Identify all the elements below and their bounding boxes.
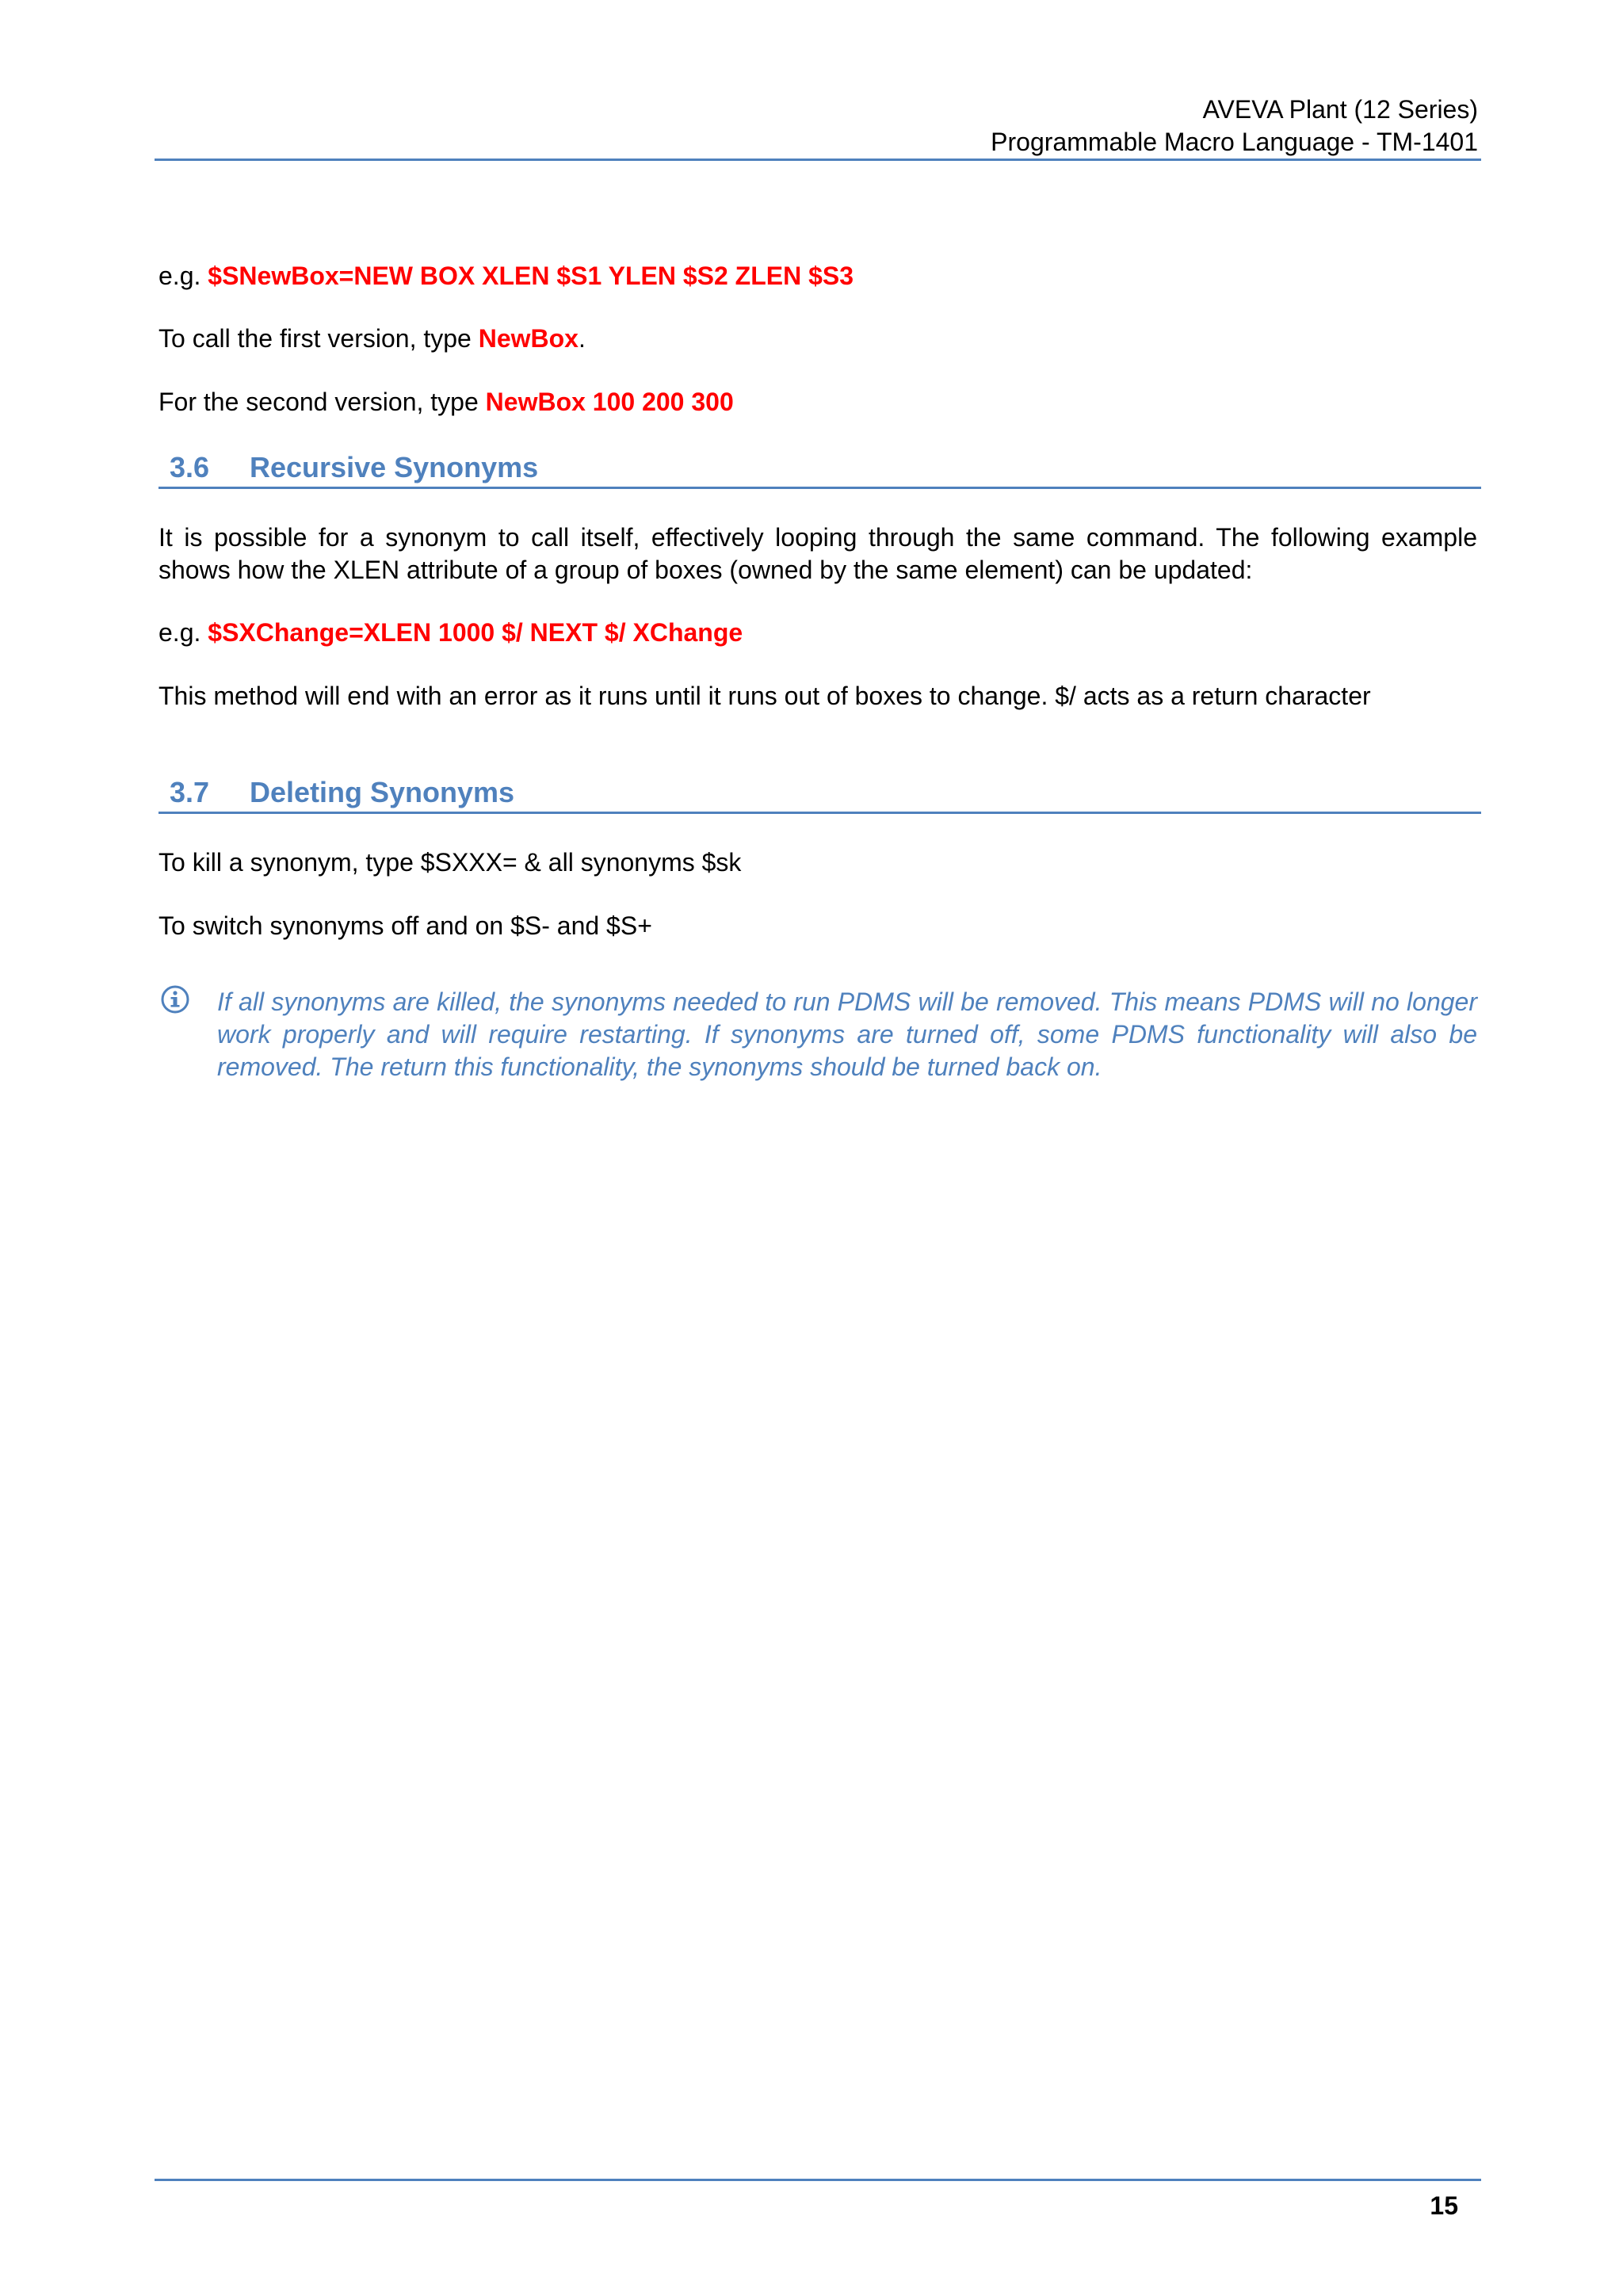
recursive-error-note: This method will end with an error as it runs until it runs out of boxes to change. $/ acts as a return character <box>158 682 1371 710</box>
section-rule-3-7 <box>158 812 1481 814</box>
section-heading-3-7 <box>170 775 1481 810</box>
section-title: Deleting Synonyms <box>250 776 515 808</box>
header-rule <box>155 159 1481 161</box>
call-first-version: To call the first version, type NewBox. <box>158 324 586 353</box>
page-number: 15 <box>1430 2191 1458 2220</box>
recursive-description: It is possible for a synonym to call itself, effectively looping through the same command. The following example shows how the XLEN attribute of a group of boxes (owned by the same element) can be updated: <box>158 523 1477 584</box>
header-product: AVEVA Plant (12 Series) <box>1202 95 1478 124</box>
info-icon <box>161 985 189 1014</box>
section-number: 3.7 <box>170 776 210 808</box>
code-newbox-args: NewBox 100 200 300 <box>485 388 734 416</box>
header-manual: Programmable Macro Language - TM-1401 <box>991 128 1478 156</box>
kill-synonym-text: To kill a synonym, type $SXXX= & all synonyms $sk <box>158 848 742 877</box>
warning-note: If all synonyms are killed, the synonyms needed to run PDMS will be removed. This means PDMS will no longer work properly and will require restarting. If synonyms are turned off, some PDMS functionality will also be removed. The return this functionality, the synonyms should be turned back on. <box>217 988 1477 1081</box>
section-title: Recursive Synonyms <box>250 451 539 483</box>
page-header <box>155 94 1478 159</box>
section-rule-3-6 <box>158 487 1481 489</box>
code-xchange: $SXChange=XLEN 1000 $/ NEXT $/ XChange <box>208 618 743 647</box>
code-newbox-definition: $SNewBox=NEW BOX XLEN $S1 YLEN $S2 ZLEN $S3 <box>208 262 854 290</box>
code-newbox: NewBox <box>478 324 579 353</box>
example-newbox: e.g. $SNewBox=NEW BOX XLEN $S1 YLEN $S2 ZLEN $S3 <box>158 262 854 290</box>
section-heading-3-6 <box>170 450 1481 485</box>
switch-synonym-text: To switch synonyms off and on $S- and $S+ <box>158 911 652 940</box>
example-xchange: e.g. $SXChange=XLEN 1000 $/ NEXT $/ XChange <box>158 618 743 647</box>
call-second-version: For the second version, type NewBox 100 200 300 <box>158 388 734 416</box>
footer-rule <box>155 2179 1481 2181</box>
section-number: 3.6 <box>170 451 210 483</box>
